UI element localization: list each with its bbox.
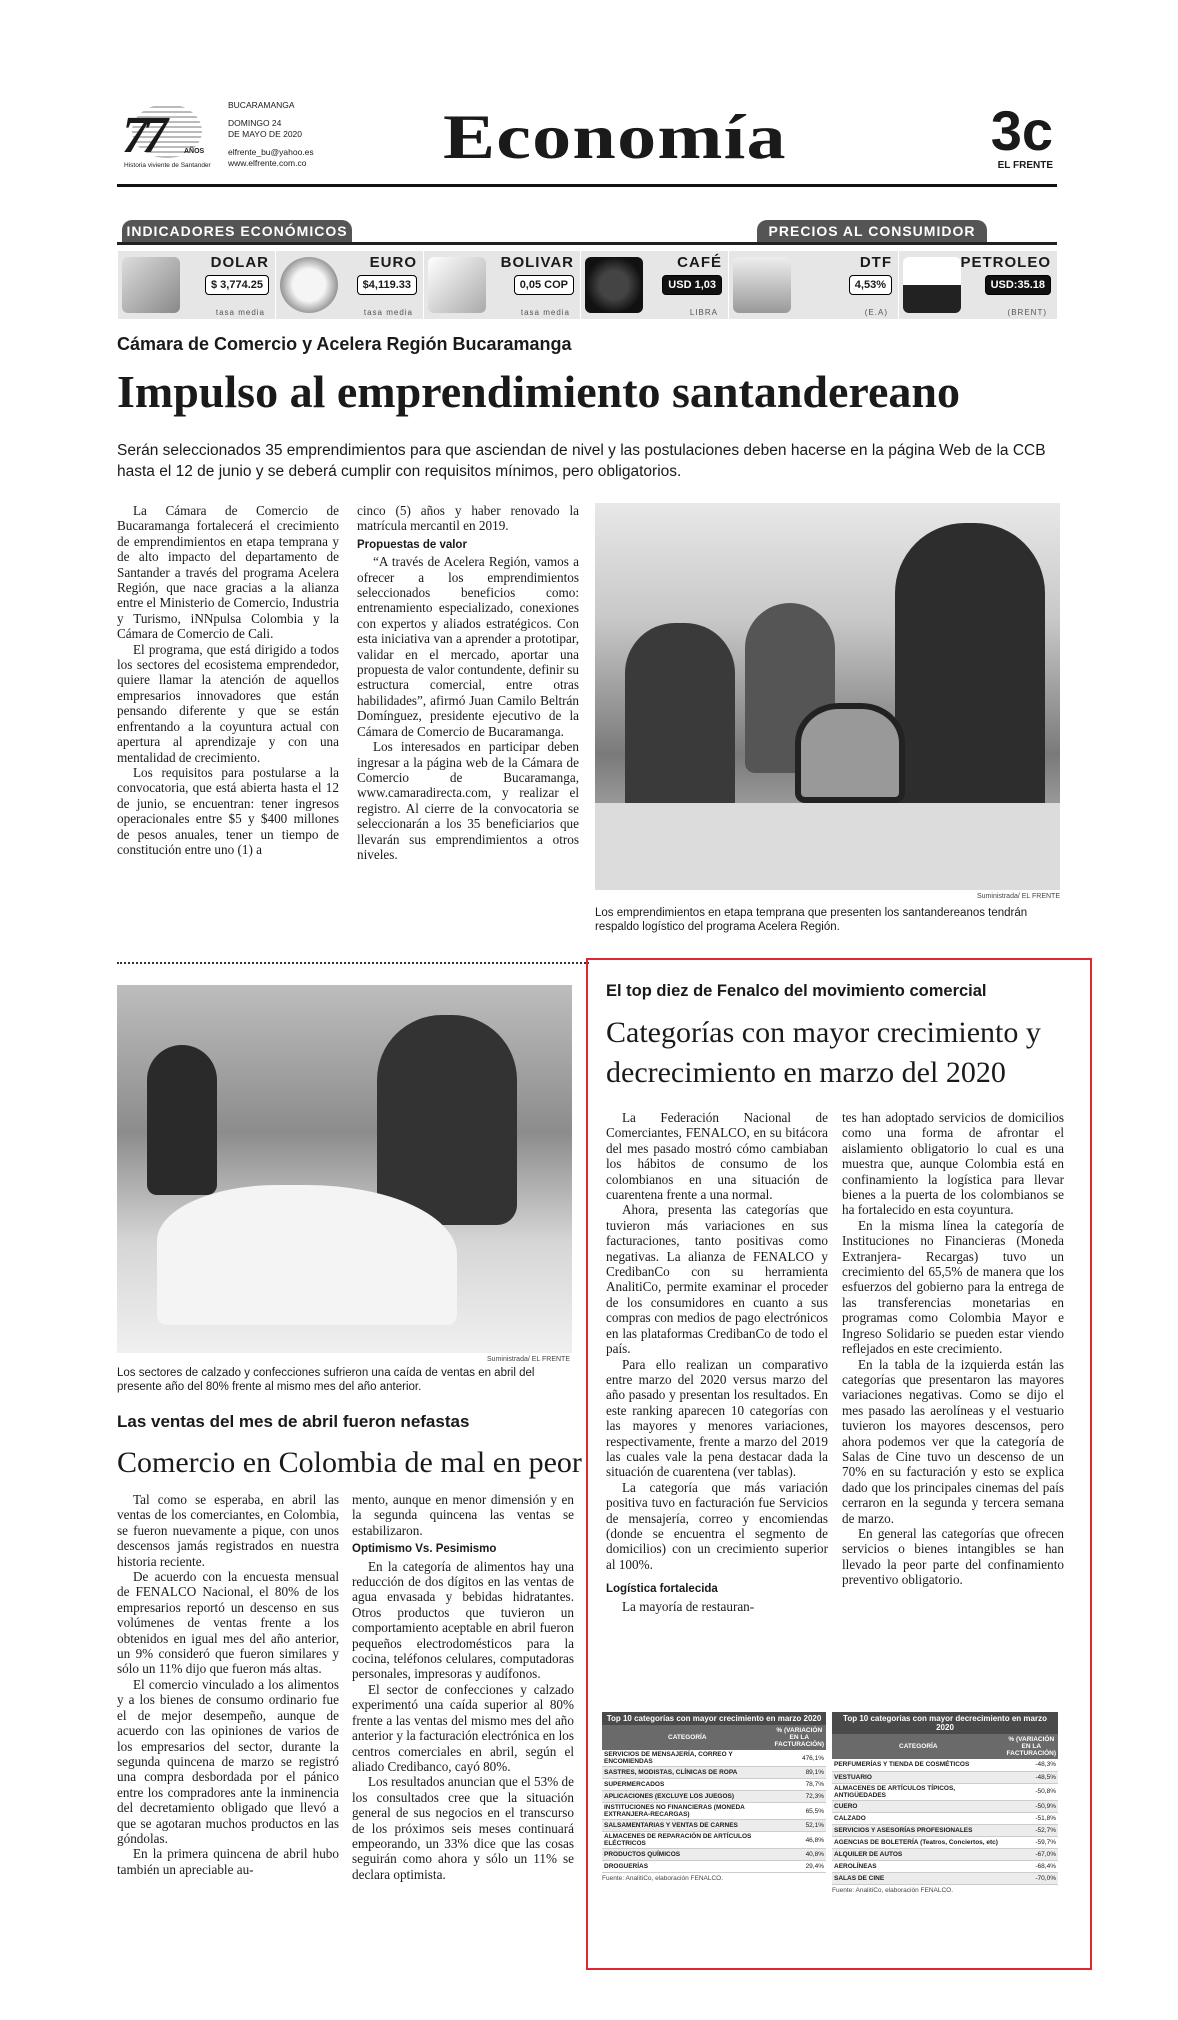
subheading: Propuestas de valor <box>357 538 467 551</box>
column-header: % (VARIACIÓN EN LA FACTURACIÓN) <box>774 1727 824 1748</box>
indicator-label: DOLAR <box>210 254 269 271</box>
subheading: Optimismo Vs. Pesimismo <box>352 1543 497 1556</box>
column-header: % (VARIACIÓN EN LA FACTURACIÓN) <box>1006 1736 1056 1757</box>
story2-col2 <box>352 1492 574 1960</box>
table-row <box>832 1824 1058 1836</box>
logo-years: AÑOS <box>184 148 205 155</box>
story2-headline: Comercio en Colombia de mal en peor <box>117 1446 582 1479</box>
table-row <box>832 1800 1058 1812</box>
value-cell: 476,1% <box>773 1750 826 1767</box>
section-divider <box>117 962 589 964</box>
value-cell: 72,3% <box>773 1791 826 1803</box>
table-surface <box>595 803 1060 890</box>
value-cell: -50,8% <box>1005 1783 1058 1800</box>
story2-photo <box>117 985 572 1353</box>
table-row <box>832 1836 1058 1848</box>
category-cell: SUPERMERCADOS <box>602 1779 773 1791</box>
story1-caption: Los emprendimientos en etapa temprana que presenten los santandereanos tendrán respaldo logístico del programa Acelera Región. <box>595 907 1028 933</box>
paragraph: De acuerdo con la encuesta mensual de FENALCO Nacional, el 80% de los empresarios reportó un descenso en sus volúmenes de ventas frente a los obtenidos en igual mes del año anterior, un 9% consideró que fueron similares y sólo un 11% dijo que fueron más altas. <box>117 1569 339 1677</box>
masthead-rule <box>117 184 1057 187</box>
subheading: Logística fortalecida <box>606 1583 718 1596</box>
value-cell: 29,4% <box>773 1861 826 1873</box>
story2-kicker: Las ventas del mes de abril fueron nefastas <box>117 1412 470 1431</box>
paragraph: En la categoría de alimentos hay una reducción de dos dígitos en las ventas de agua envasada y bebidas hidratantes. Otros productos que tuvieron un comportamiento aceptable en abril fueron pequeños electrodomésticos para la cocina, teléfonos celulares, computadoras personales, impresoras y audífonos. <box>352 1558 574 1682</box>
table-row <box>832 1860 1058 1872</box>
indicator-label: EURO <box>369 254 417 271</box>
value-cell: -67,0% <box>1005 1848 1058 1860</box>
value-cell: 65,5% <box>773 1803 826 1820</box>
value-cell: 46,8% <box>773 1832 826 1849</box>
indicator-value: USD:35.18 <box>985 275 1051 295</box>
table-row <box>832 1812 1058 1824</box>
indicator-sub: LIBRA <box>689 308 718 317</box>
paragraph: La Cámara de Comercio de Bucaramanga fortalecerá el crecimiento de emprendimientos en etapa temprana y de alto impacto del departamento de Santander a través del programa Acelera Región, que nace gracias a la alianza entre el Ministerio de Comercio, Industria y Turismo, iNNpulsa Colombia y la Cámara de Comercio de Cali. <box>117 503 339 642</box>
table-source: Fuente: AnalitiCo, elaboración FENALCO. <box>602 1875 724 1882</box>
category-cell: ALQUILER DE AUTOS <box>832 1848 1005 1860</box>
paragraph: Los resultados anuncian que el 53% de los consultados cree que la situación general de sus negocios en el transcurso de los próximos seis meses continuará empeorando, un 33% dice que las cosas seguirán como ahora y sólo un 11% se declara optimista. <box>352 1774 574 1882</box>
value-cell: 40,8% <box>773 1849 826 1861</box>
category-cell: CUERO <box>832 1800 1005 1812</box>
value-cell: -48,3% <box>1005 1759 1058 1771</box>
category-cell: VESTUARIO <box>832 1771 1005 1783</box>
category-cell: PERFUMERÍAS Y TIENDA DE COSMÉTICOS <box>832 1759 1005 1771</box>
indicator-value: USD 1,03 <box>662 275 722 295</box>
table-row <box>602 1849 826 1861</box>
table-row <box>832 1759 1058 1771</box>
indicator-label: DTF <box>859 254 892 271</box>
indicator-value: $4,119.33 <box>357 275 417 295</box>
paragraph: Tal como se esperaba, en abril las ventas de los comerciantes, en Colombia, se fueron nuevamente a pique, con unos descensos jamás registrados en nuestra historia reciente. <box>117 1492 339 1569</box>
paragraph: Los interesados en participar deben ingresar a la página web de la Cámara de Comercio de Bucaramanga, www.camaradirecta.com, y realizar el registro. Al cierre de la convocatoria se seleccionarán a los 35 beneficiarios que llevarán sus emprendimientos a otros niveles. <box>357 739 579 862</box>
category-cell: APLICACIONES (EXCLUYE LOS JUEGOS) <box>602 1791 773 1803</box>
paragraph: En la primera quincena de abril hubo también un apreciable au- <box>117 1846 339 1877</box>
indicator-label: PETROLEO <box>960 254 1051 271</box>
story1-deck: Serán seleccionados 35 emprendimientos para que asciendan de nivel y las postulaciones deben hacerse en la página Web de la CCB hasta el 12 de junio y se deberá cumplir con requisitos mínimos, pero obligatorios. <box>117 442 1046 480</box>
person-silhouette <box>625 623 735 823</box>
paragraph: cinco (5) años y haber renovado la matrícula mercantil en 2019. <box>357 503 579 534</box>
table-row <box>832 1848 1058 1860</box>
category-cell: AGENCIAS DE BOLETERÍA (Teatros, Conciertos, etc) <box>832 1836 1005 1848</box>
story3-col2 <box>842 1110 1064 1702</box>
category-cell: ALMACENES DE ARTÍCULOS TÍPICOS, ANTIGÜEDADES <box>832 1783 1005 1800</box>
indicator-euro <box>275 251 423 319</box>
value-cell: -59,7% <box>1005 1836 1058 1848</box>
category-cell: PRODUCTOS QUÍMICOS <box>602 1849 773 1861</box>
indicator-value: $ 3,774.25 <box>205 275 269 295</box>
table-row <box>602 1803 826 1820</box>
value-cell: 89,1% <box>773 1767 826 1779</box>
paragraph: El sector de confecciones y calzado experimentó una caída superior al 80% frente a las ventas del mismo mes del año anterior y la facturación electrónica en los centros comerciales en abril, según el aliado Credibanco, cayó 80%. <box>352 1681 574 1774</box>
banknote-icon <box>428 257 486 313</box>
value-cell: -48,5% <box>1005 1771 1058 1783</box>
indicator-sub: (E.A) <box>864 308 888 317</box>
category-cell: INSTITUCIONES NO FINANCIERAS (MONEDA EXTRANJERA-RECARGAS) <box>602 1803 773 1820</box>
photo-credit: Suministrada/ EL FRENTE <box>977 893 1060 900</box>
table-row <box>602 1820 826 1832</box>
indicator-label: BOLIVAR <box>500 254 574 271</box>
value-cell: -51,8% <box>1005 1812 1058 1824</box>
indicator-value: 4,53% <box>849 275 892 295</box>
paragraph: La mayoría de restauran- <box>622 1598 755 1614</box>
category-cell: SALAS DE CINE <box>832 1872 1005 1884</box>
table-row <box>602 1832 826 1849</box>
paragraph: Los requisitos para postularse a la convocatoria, que está abierta hasta el 12 de junio, se encuentran: tener ingresos operacionales entre $5 y $400 millones de pesos anuales, tener un tiempo de constitución entre uno (1) a <box>117 764 339 857</box>
category-cell: SASTRES, MODISTAS, CLÍNICAS DE ROPA <box>602 1767 773 1779</box>
story2-caption: Los sectores de calzado y confecciones sufrieron una caída de ventas en abril del presente año del 80% frente al mismo mes del año anterior. <box>117 1367 535 1393</box>
city: BUCARAMANGA <box>228 100 295 110</box>
table-row <box>602 1791 826 1803</box>
indicators-header: INDICADORES ECONÓMICOS <box>122 220 352 242</box>
oil-pump-icon <box>903 257 961 313</box>
table-decline <box>832 1712 1058 1894</box>
story1-col2 <box>357 503 579 943</box>
indicator-bolivar <box>423 251 580 319</box>
value-cell: -70,0% <box>1005 1872 1058 1884</box>
scale-icon <box>733 257 791 313</box>
indicator-sub: tasa media <box>215 308 265 317</box>
table-row <box>602 1767 826 1779</box>
fabric-pile <box>157 1185 457 1325</box>
coin-icon <box>280 257 338 313</box>
category-cell: SALSAMENTARIAS Y VENTAS DE CARNES <box>602 1820 773 1832</box>
paragraph: En la tabla de la izquierda están las categorías que presentaron las mayores variaciones negativas. Como se dijo el mes pasado las aerolíneas y el vestuario tuvieron los mayores descensos, pero ahora podemos ver que la categoría de Salas de Cine tuvo un descenso de un 70% en su facturación y esto se explica dado que los principales cinemas del país cerraron en la segunda y tercera semana de marzo. <box>842 1356 1064 1526</box>
story2-col1 <box>117 1492 339 1960</box>
paragraph: En general las categorías que ofrecen servicios o bienes intangibles se han llevado la peor parte del confinamiento preventivo obligatorio. <box>842 1525 1064 1588</box>
section-title: Economía <box>443 101 787 172</box>
indicator-label: CAFÉ <box>677 254 722 271</box>
photo-credit: Suministrada/ EL FRENTE <box>487 1356 570 1363</box>
story3-col1 <box>606 1110 828 1702</box>
value-cell: -50,9% <box>1005 1800 1058 1812</box>
indicator-value: 0,05 COP <box>514 275 574 295</box>
category-cell: DROGUERÍAS <box>602 1861 773 1873</box>
data-table <box>832 1734 1058 1885</box>
category-cell: SERVICIOS DE MENSAJERÍA, CORREO Y ENCOMIENDAS <box>602 1750 773 1767</box>
logo <box>122 104 222 176</box>
table-row <box>832 1783 1058 1800</box>
table-row <box>832 1872 1058 1884</box>
paragraph: Ahora, presenta las categorías que tuvieron más variaciones en sus facturaciones, tanto positivas como negativas. La alianza de FENALCO y CredibanCo con su herramienta AnalitiCo, permite examinar el proceder de los consumidores en cuanto a sus compras con medios de pago electrónicos en las plataformas CredibanCo de todo el país. <box>606 1202 828 1357</box>
column-header: CATEGORÍA <box>602 1725 773 1750</box>
table-title: Top 10 categorías con mayor decrecimiento en marzo 2020 <box>832 1712 1058 1734</box>
story3-headline: Categorías con mayor crecimiento y decrecimiento en marzo del 2020 <box>606 1016 1041 1089</box>
coffee-icon <box>585 257 643 313</box>
paragraph: El comercio vinculado a los alimentos y a los bienes de consumo ordinario fue el de mejor desempeño, aunque de acuerdo con las opiniones de varios de los empresarios del sector, durante la segunda quincena de marzo se registró una compra desbordada por el pánico entre los compradores ante la inminencia del decretamiento obligado que llevó a que se agotaran muchos productos en las góndolas. <box>117 1676 339 1846</box>
indicator-dtf <box>728 251 898 319</box>
value-cell: -52,7% <box>1005 1824 1058 1836</box>
table-row <box>602 1861 826 1873</box>
paragraph: tes han adoptado servicios de domicilios como una forma de afrontar el aislamiento obligatorio lo cual es una muestra que, aunque Colombia está en confinamiento la logística para llevar bienes a la puerta de los colombianos se ha fortalecido en esta coyuntura. <box>842 1110 1064 1218</box>
category-cell: SERVICIOS Y ASESORÍAS PROFESIONALES <box>832 1824 1005 1836</box>
table-title: Top 10 categorías con mayor crecimiento en marzo 2020 <box>602 1712 826 1725</box>
value-cell: 52,1% <box>773 1820 826 1832</box>
table-row <box>832 1771 1058 1783</box>
category-cell: ALMACENES DE REPARACIÓN DE ARTÍCULOS ELÉCTRICOS <box>602 1832 773 1849</box>
date-line-1: DOMINGO 24 <box>228 117 282 128</box>
logo-tagline: Historia viviente de Santander <box>124 162 211 169</box>
drone-object <box>795 703 905 803</box>
story1-kicker: Cámara de Comercio y Acelera Región Bucaramanga <box>117 334 572 354</box>
category-cell: CALZADO <box>832 1812 1005 1824</box>
story1-photo <box>595 503 1060 890</box>
indicators-rule <box>117 242 1057 245</box>
paragraph: El programa, que está dirigido a todos los sectores del ecosistema emprendedor, quiere llamar la atención de aquellos empresarios innovadores que están pensando diferente y que se están enfrentando a la coyuntura actual con apertura al aprendizaje y con una mentalidad de crecimiento. <box>117 641 339 765</box>
paragraph: “A través de Acelera Región, vamos a ofrecer a los emprendimientos seleccionados beneficios como: entrenamiento especializado, conexiones con expertos y aliados estratégicos. Con esta iniciativa van a aprender a prototipar, validar en el mercado, aportar una propuesta de valor contundente, definir su estructura comercial, entre otras habilidades”, afirmó Juan Camilo Beltrán Domínguez, presidente ejecutivo de la Cámara de Comercio de Bucaramanga. <box>357 554 579 739</box>
value-cell: 78,7% <box>773 1779 826 1791</box>
paragraph: En la misma línea la categoría de Instituciones no Financieras (Moneda Extranjera- Recargas) tuvo un crecimiento del 65,5% de manera que los esfuerzos del gobierno para la entrega de las transferencias monetarias en programas como Colombia Mayor e Ingreso Solidario se pueden estar viendo reflejados en este crecimiento. <box>842 1217 1064 1357</box>
value-cell: -68,4% <box>1005 1860 1058 1872</box>
table-growth <box>602 1712 826 1882</box>
table-row <box>602 1750 826 1767</box>
indicator-sub: (BRENT) <box>1007 308 1047 317</box>
paper-name: EL FRENTE <box>997 160 1053 171</box>
indicator-sub: tasa media <box>363 308 413 317</box>
indicator-petroleo <box>898 251 1057 319</box>
masthead-info <box>228 100 314 170</box>
website[interactable]: www.elfrente.com.co <box>228 158 307 168</box>
category-cell: AEROLÍNEAS <box>832 1860 1005 1872</box>
person-silhouette <box>377 1015 517 1225</box>
email[interactable]: elfrente_bu@yahoo.es <box>228 146 314 157</box>
column-header: CATEGORÍA <box>832 1734 1005 1759</box>
dollar-icon <box>122 257 180 313</box>
paragraph: mento, aunque en menor dimensión y en la segunda quincena las ventas se estabilizaron. <box>352 1492 574 1538</box>
indicator-sub: tasa media <box>520 308 570 317</box>
person-silhouette <box>147 1045 217 1195</box>
date-line-2: DE MAYO DE 2020 <box>228 129 303 139</box>
data-table <box>602 1725 826 1873</box>
indicator-cafe <box>580 251 728 319</box>
story1-headline: Impulso al emprendimiento santandereano <box>117 366 961 417</box>
logo-number: 77 <box>122 107 162 164</box>
story3-kicker: El top diez de Fenalco del movimiento comercial <box>606 982 987 1000</box>
story1-col1 <box>117 503 339 943</box>
table-source: Fuente: AnalitiCo, elaboración FENALCO. <box>832 1886 954 1894</box>
page-number: 3c <box>990 99 1053 162</box>
paragraph: La Federación Nacional de Comerciantes, FENALCO, en su bitácora del mes pasado mostró cómo cambiaban los hábitos de consumo de los colombianos en una situación de cuarentena frente a una normal. <box>606 1110 828 1203</box>
prices-header: PRECIOS AL CONSUMIDOR <box>757 220 987 242</box>
paragraph: Para ello realizan un comparativo entre marzo del 2020 versus marzo del año pasado y presentan los resultados. En este ranking aparecen 10 categorías con las mayores y menores variaciones, respectivamente, frente a marzo del 2019 las cuales vale la pena destacar dada la situación de cuarentena (ver tablas). <box>606 1356 828 1480</box>
indicator-dolar <box>117 251 275 319</box>
table-row <box>602 1779 826 1791</box>
paragraph: La categoría que más variación positiva tuvo en facturación fue Servicios de mensajería, correo y encomiendas (donde se encuentra el segmento de domicilios) con un crecimiento superior al 100%. <box>606 1479 828 1572</box>
